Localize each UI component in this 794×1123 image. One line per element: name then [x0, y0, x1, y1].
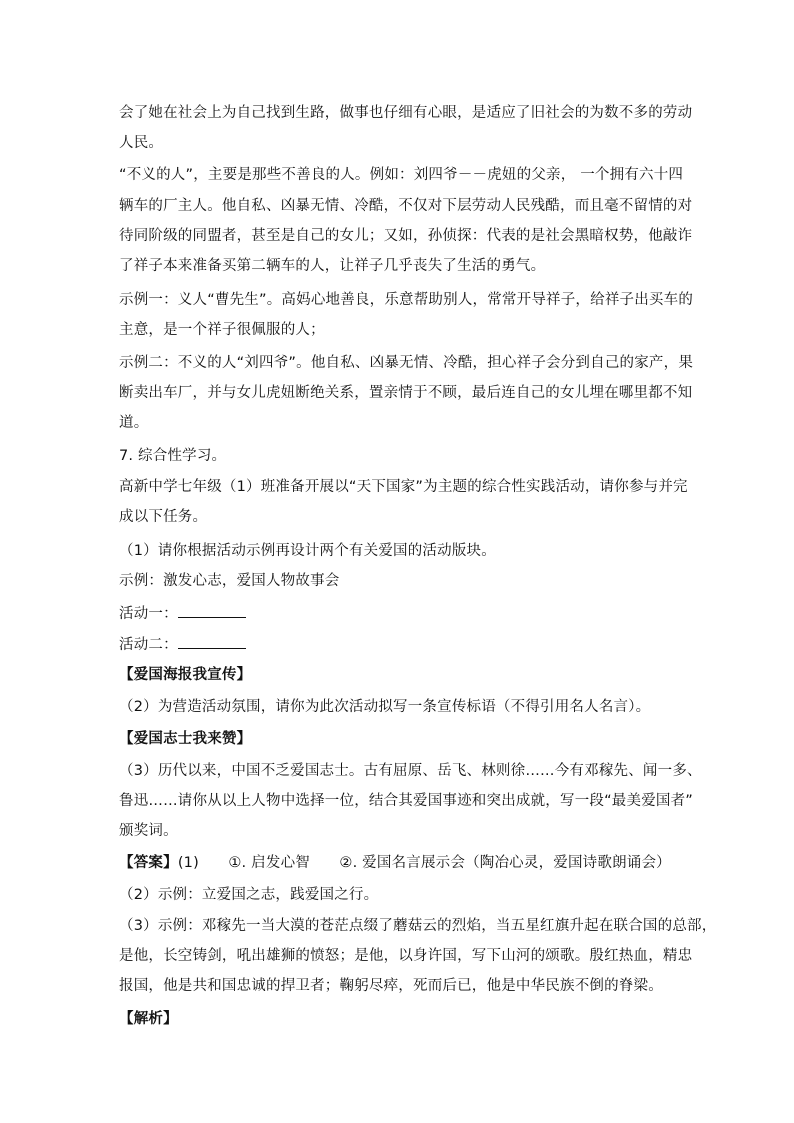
- analysis-heading: 【解析】: [119, 1011, 178, 1027]
- activity-one-field: [119, 603, 679, 623]
- example-two-line: 断卖出车厂，并与女儿虎妞断绝关系，置亲情于不顾，最后连自己的女儿埋在哪里都不知: [119, 385, 693, 401]
- sub-question-3: （3）历代以来，中国不乏爱国志士。古有屈原、岳飞、林则徐……今有邓稼先、闻一多、: [119, 763, 702, 779]
- answer-line: 是他，长空铸剑，吼出雄狮的愤怒；是他，以身许国，写下山河的颂歌。殷红热血，精忠: [119, 948, 693, 964]
- question-intro: 成以下任务。: [119, 509, 208, 525]
- paragraph-line: 待同阶级的同盟者，甚至是自己的女儿；又如，孙侦探：代表的是社会黑暗权势，他敲诈: [119, 228, 693, 244]
- answer-text: (1) ①. 启发心智 ②. 爱国名言展示会（陶冶心灵，爱国诗歌朗诵会）: [177, 855, 671, 871]
- sub-question-3: 鲁迅……请你从以上人物中选择一位，结合其爱国事迹和突出成就，写一段“最美爱国者”: [119, 793, 694, 809]
- example-line: 示例：激发心志，爱国人物故事会: [119, 573, 340, 589]
- answer-line: （3）示例：邓稼先一当大漠的苍茫点缀了蘑菇云的烈焰，当五星红旗升起在联合国的总部，: [119, 918, 717, 934]
- paragraph-line: 辆车的厂主人。他自私、凶暴无情、冷酷，不仅对下层劳动人民残酷，而且毫不留情的对: [119, 198, 693, 214]
- section-heading-poster: 【爱国海报我宣传】: [119, 667, 252, 683]
- question-heading: 7. 综合性学习。: [119, 448, 227, 464]
- answer-label: 【答案】: [119, 855, 178, 871]
- paragraph-line: 了祥子本来准备买第二辆车的人，让祥子几乎丧失了生活的勇气。: [119, 258, 546, 274]
- sub-question-1: （1）请你根据活动示例再设计两个有关爱国的活动版块。: [119, 543, 496, 559]
- paragraph-line: 人民。: [119, 135, 164, 151]
- example-one-line: 示例一：义人“曹先生”。高妈心地善良，乐意帮助别人，常常开导祥子，给祥子出买车的: [119, 292, 694, 308]
- paragraph-line: “不义的人”，主要是那些不善良的人。例如：刘四爷－－虎妞的父亲， 一个拥有六十四: [119, 167, 684, 183]
- question-intro: 高新中学七年级（1）班准备开展以“天下国家”为主题的综合性实践活动，请你参与并完: [119, 479, 688, 495]
- sub-question-2: （2）为营造活动氛围，请你为此次活动拟写一条宣传标语（不得引用名人名言）。: [119, 699, 651, 715]
- section-heading-patriots: 【爱国志士我来赞】: [119, 731, 252, 747]
- answer-blank: [178, 634, 246, 649]
- answer-blank: [178, 603, 246, 618]
- sub-question-3: 颁奖词。: [119, 823, 178, 839]
- paragraph-line: 会了她在社会上为自己找到生路，做事也仔细有心眼，是适应了旧社会的为数不多的劳动: [119, 105, 693, 121]
- activity-two-label: 活动二：: [119, 637, 178, 653]
- example-two-line: 道。: [119, 415, 149, 431]
- activity-two-field: [119, 634, 679, 654]
- example-one-line: 主意，是一个祥子很佩服的人；: [119, 322, 325, 338]
- answer-line: （2）示例：立爱国之志，践爱国之行。: [119, 887, 379, 903]
- activity-one-label: 活动一：: [119, 606, 178, 622]
- answer-line: [119, 853, 679, 873]
- answer-line: 报国，他是共和国忠诚的捍卫者；鞠躬尽瘁，死而后已，他是中华民族不倒的脊梁。: [119, 978, 663, 994]
- example-two-line: 示例二：不义的人“刘四爷”。他自私、凶暴无情、冷酷，担心祥子会分到自己的家产，果: [119, 355, 694, 371]
